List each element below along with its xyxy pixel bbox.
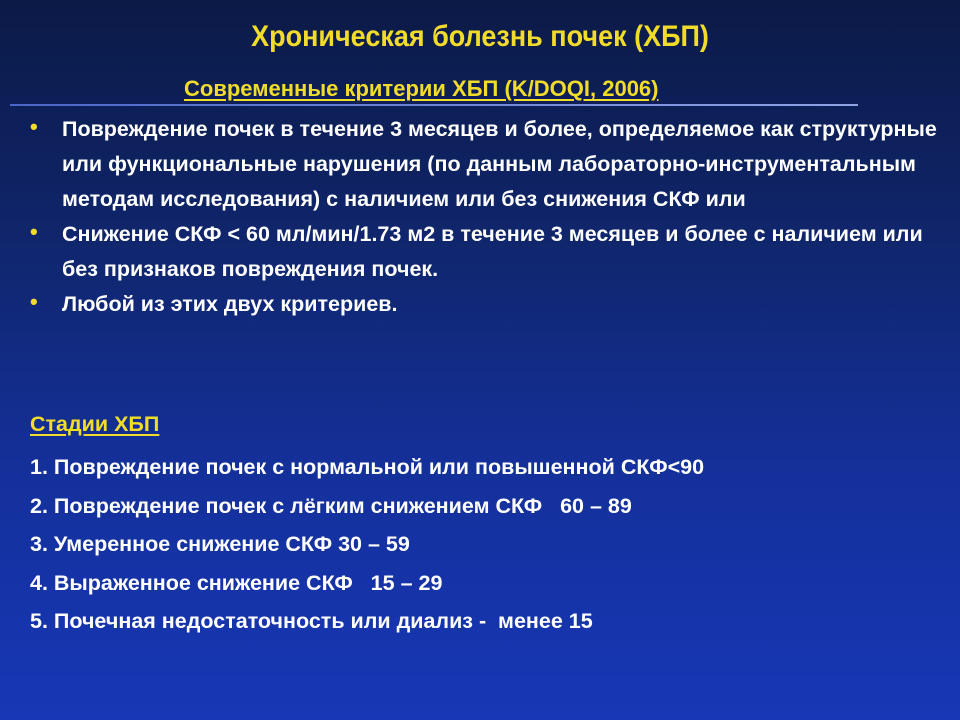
stage-item: 5. Почечная недостаточность или диализ - менее 15 (30, 609, 593, 633)
stage-item: 3. Умеренное снижение СКФ 30 – 59 (30, 532, 410, 556)
criteria-item-text: Любой из этих двух критериев. (62, 292, 398, 316)
criteria-item (30, 217, 940, 287)
criteria-subtitle: Современные критерии ХБП (K/DOQI, 2006) (184, 76, 659, 101)
title-divider (10, 104, 858, 106)
criteria-item (30, 287, 940, 322)
criteria-item-text: Повреждение почек в течение 3 месяцев и более, определяемое как структурные или функциональные нарушения (по данным лабораторно-инструментальным методам исследования) с наличием или без снижения СКФ или (62, 117, 937, 211)
bullet-icon: • (30, 219, 38, 244)
criteria-item-text: Снижение СКФ < 60 мл/мин/1.73 м2 в течение 3 месяцев и более с наличием или без признаков повреждения почек. (62, 222, 923, 281)
stage-item: 4. Выраженное снижение СКФ 15 – 29 (30, 570, 443, 595)
stages-heading: Стадии ХБП (30, 412, 160, 436)
stage-item: 1. Повреждение почек с нормальной или повышенной СКФ<90 (30, 455, 705, 479)
stages-list (30, 448, 955, 641)
criteria-list (30, 112, 940, 322)
slide-title: Хроническая болезнь почек (ХБП) (251, 20, 709, 53)
criteria-item (30, 112, 940, 217)
stage-item: 2. Повреждение почек с лёгким снижением СКФ 60 – 89 (30, 493, 632, 518)
bullet-icon: • (30, 114, 38, 139)
bullet-icon: • (30, 289, 38, 314)
